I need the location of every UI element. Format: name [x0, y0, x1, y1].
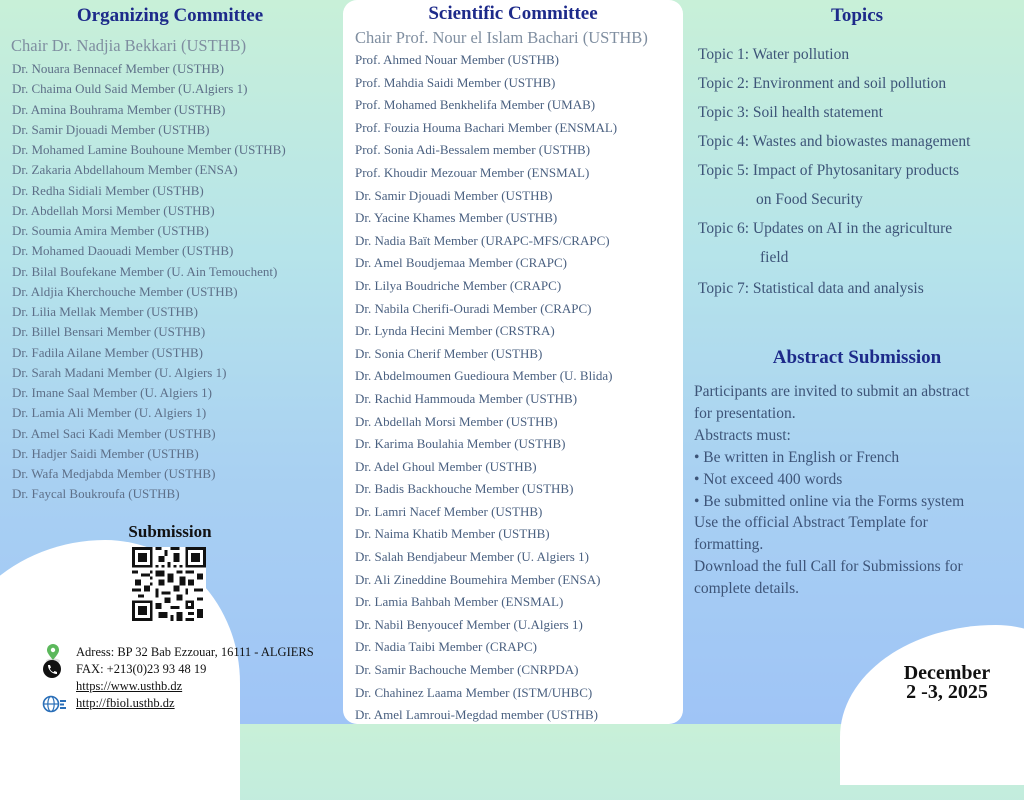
list-item: Prof. Fouzia Houma Bachari Member (ENSMAL) — [355, 119, 618, 135]
topic-item-continuation: field — [760, 249, 789, 266]
list-item: Dr. Imane Saal Member (U. Algiers 1) — [12, 385, 213, 400]
list-item: Prof. Ahmed Nouar Member (USTHB) — [355, 52, 559, 67]
list-item: Dr. Abdellah Morsi Member (USTHB) — [12, 202, 215, 218]
scientific-members-list — [355, 49, 617, 727]
list-item: Dr. Wafa Medjabda Member (USTHB) — [12, 466, 216, 481]
list-item: Dr. Lamia Bahbah Member (ENSMAL) — [355, 594, 564, 610]
list-item: Dr. Lynda Hecini Member (CRSTRA) — [355, 323, 555, 339]
abstract-submission-title: Abstract Submission — [772, 347, 942, 368]
list-item: Dr. Nabil Benyoucef Member (U.Algiers 1) — [355, 616, 583, 632]
list-item: Dr. Abdelmoumen Guedioura Member (U. Blida) — [355, 368, 613, 384]
topics-list — [698, 40, 970, 303]
topic-item: Topic 1: Water pollution — [698, 46, 850, 63]
scientific-chair: Chair Prof. Nour el Islam Bachari (USTHB) — [355, 28, 648, 47]
scientific-committee-panel — [343, 0, 683, 724]
website2-link[interactable]: http://fbiol.usthb.dz — [76, 696, 175, 710]
fax-text: FAX: +213(0)23 93 48 19 — [76, 662, 207, 676]
list-item: Prof. Mahdia Saidi Member (USTHB) — [355, 74, 556, 90]
list-item: Dr. Samir Bachouche Member (CNRPDA) — [355, 662, 579, 678]
globe-icon — [42, 695, 68, 713]
list-item: Dr. Amel Lamroui-Megdad member (USTHB) — [355, 707, 598, 723]
organizing-chair: Chair Dr. Nadjia Bekkari (USTHB) — [11, 36, 247, 55]
abstract-line: Use the official Abstract Template for — [694, 514, 928, 532]
list-item: Dr. Ali Zineddine Boumehira Member (ENSA) — [355, 571, 601, 587]
scientific-committee-title: Scientific Committee — [428, 3, 598, 24]
list-item: Dr. Zakaria Abdellahoum Member (ENSA) — [12, 162, 238, 178]
event-date — [872, 664, 1022, 702]
submission-title: Submission — [128, 522, 212, 541]
list-item: Dr. Adel Ghoul Member (USTHB) — [355, 458, 537, 474]
list-item: Dr. Mohamed Daouadi Member (USTHB) — [12, 243, 234, 259]
abstract-line: • Be written in English or French — [694, 448, 900, 466]
topic-item: Topic 5: Impact of Phytosanitary products — [698, 162, 960, 179]
address-text: Adress: BP 32 Bab Ezzouar, 16111 - ALGIERS — [76, 645, 314, 659]
list-item: Dr. Amel Boudjemaa Member (CRAPC) — [355, 255, 567, 271]
list-item: Dr. Mohamed Lamine Bouhoune Member (USTHB) — [12, 142, 286, 157]
list-item: Dr. Redha Sidiali Member (USTHB) — [12, 182, 204, 198]
phone-icon — [42, 660, 62, 678]
topic-item: Topic 7: Statistical data and analysis — [698, 280, 924, 297]
list-item: Dr. Badis Backhouche Member (USTHB) — [355, 481, 574, 497]
list-item: Dr. Chahinez Laama Member (ISTM/UHBC) — [355, 684, 593, 700]
list-item: Dr. Yacine Khames Member (USTHB) — [355, 210, 558, 226]
list-item: Dr. Nouara Bennacef Member (USTHB) — [12, 61, 224, 76]
list-item: Dr. Bilal Boufekane Member (U. Ain Temouchent) — [12, 263, 278, 279]
list-item: Dr. Hadjer Saidi Member (USTHB) — [12, 445, 199, 461]
abstract-line: for presentation. — [694, 404, 796, 422]
website-link[interactable]: https://www.usthb.dz — [76, 679, 183, 693]
list-item: Dr. Aldjia Kherchouche Member (USTHB) — [12, 283, 238, 299]
organizing-committee-title: Organizing Committee — [76, 5, 264, 26]
list-item: Dr. Naima Khatib Member (USTHB) — [355, 526, 550, 542]
topic-item: Topic 4: Wastes and biowastes management — [698, 133, 971, 150]
list-item: Dr. Nadia Baït Member (URAPC-MFS/CRAPC) — [355, 232, 610, 248]
list-item: Dr. Fadila Ailane Member (USTHB) — [12, 344, 203, 360]
list-item: Dr. Lilya Boudriche Member (CRAPC) — [355, 277, 562, 293]
list-item: Dr. Sarah Madani Member (U. Algiers 1) — [12, 364, 227, 380]
abstract-line: • Not exceed 400 words — [694, 470, 843, 488]
list-item: Dr. Soumia Amira Member (USTHB) — [12, 223, 209, 238]
list-item: Dr. Samir Djouadi Member (USTHB) — [12, 121, 210, 137]
list-item: Dr. Abdellah Morsi Member (USTHB) — [355, 413, 558, 429]
abstract-line: formatting. — [694, 536, 764, 554]
abstract-line: Download the full Call for Submissions for — [694, 558, 963, 576]
list-item: Dr. Lamia Ali Member (U. Algiers 1) — [12, 405, 207, 421]
list-item: Dr. Amel Saci Kadi Member (USTHB) — [12, 425, 216, 441]
topic-item-continuation: on Food Security — [756, 191, 863, 208]
qr-code[interactable] — [132, 547, 206, 621]
topic-item: Topic 6: Updates on AI in the agriculture — [698, 220, 953, 237]
abstract-line: Abstracts must: — [694, 426, 791, 444]
abstract-line: Participants are invited to submit an abstract — [694, 383, 970, 400]
list-item: Dr. Billel Bensari Member (USTHB) — [12, 324, 206, 340]
list-item: Dr. Faycal Boukroufa (USTHB) — [12, 486, 180, 502]
topic-item: Topic 3: Soil health statement — [698, 104, 883, 121]
abstract-line: • Be submitted online via the Forms system — [694, 492, 965, 510]
topics-title: Topics — [830, 5, 884, 26]
list-item: Dr. Lamri Nacef Member (USTHB) — [355, 503, 543, 519]
list-item: Dr. Nadia Taibi Member (CRAPC) — [355, 639, 537, 655]
organizing-members-list — [12, 59, 286, 505]
event-month: December — [903, 662, 991, 684]
list-item: Dr. Samir Djouadi Member (USTHB) — [355, 187, 553, 203]
list-item: Dr. Lilia Mellak Member (USTHB) — [12, 304, 198, 319]
event-days: 2 -3, 2025 — [906, 681, 988, 703]
list-item: Dr. Salah Bendjabeur Member (U. Algiers 1) — [355, 549, 589, 565]
list-item: Prof. Sonia Adi-Bessalem member (USTHB) — [355, 142, 591, 158]
list-item: Dr. Amina Bouhrama Member (USTHB) — [12, 101, 226, 117]
list-item: Prof. Mohamed Benkhelifa Member (UMAB) — [355, 97, 596, 113]
decorative-blob-right — [840, 625, 1024, 785]
topic-item: Topic 2: Environment and soil pollution — [698, 75, 947, 92]
list-item: Dr. Nabila Cherifi-Ouradi Member (CRAPC) — [355, 300, 592, 316]
list-item: Dr. Karima Boulahia Member (USTHB) — [355, 436, 566, 452]
list-item: Dr. Rachid Hammouda Member (USTHB) — [355, 390, 578, 406]
list-item: Dr. Sonia Cherif Member (USTHB) — [355, 345, 543, 361]
abstract-line: complete details. — [694, 580, 800, 598]
list-item: Prof. Khoudir Mezouar Member (ENSMAL) — [355, 164, 590, 180]
list-item: Dr. Chaima Ould Said Member (U.Algiers 1) — [12, 81, 248, 97]
abstract-instructions — [694, 381, 1020, 600]
